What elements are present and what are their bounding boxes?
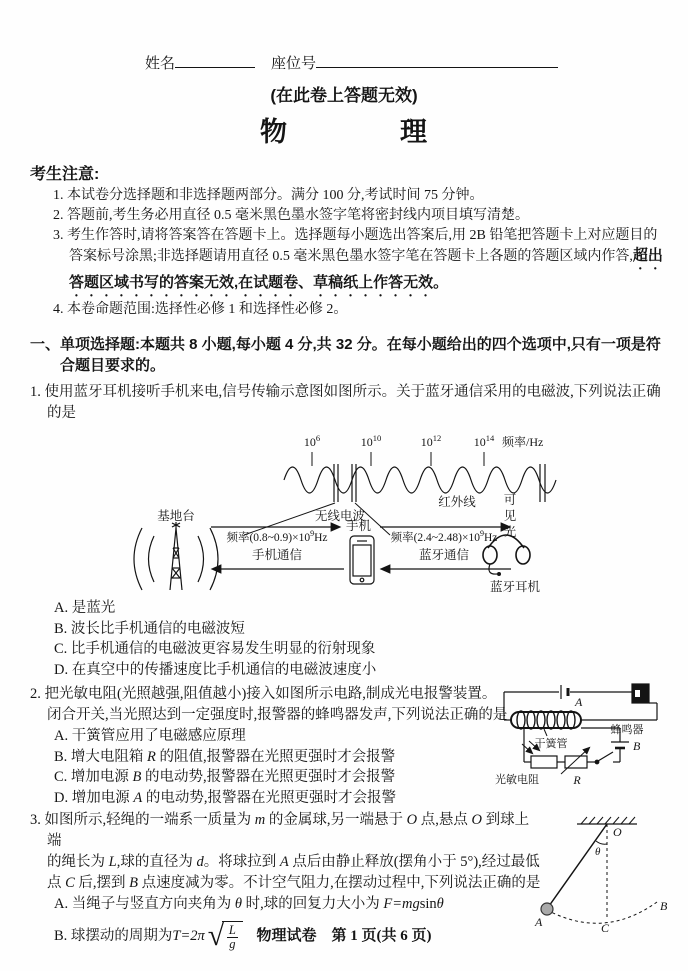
notice-item-3-emphasis: 超出答题区域书写的答案无效,在试题卷、草稿纸上作答无效。	[69, 247, 663, 291]
q1-option-a: A. 是蓝光	[54, 600, 116, 616]
page-footer: 物理试卷 第 1 页(共 6 页)	[256, 928, 432, 944]
photoresistor-label: 光敏电阻	[495, 774, 539, 786]
q3-pendulum-diagram	[529, 810, 672, 942]
freq-tick-2: $10^{10}$	[360, 433, 382, 449]
notice-item-3-text: 3. 考生作答时,请将答案答在答题卡上。选择题每小题选出答案后,用 2B 铅笔把答题卡上对应题目的答案标号涂黑;非选择题请用直径 0.5 毫米黑色墨水签字笔在答题卡上各题的答题区域内作答,	[53, 228, 658, 264]
question-2-stem-line1: 2. 把光敏电阻(光照越强,阻值越小)接入如图所示电路,制成光电报警装置。	[30, 686, 497, 702]
q2-circuit-diagram	[489, 682, 674, 797]
point-a-label: A	[535, 915, 543, 929]
notice-item-4: 4. 本卷命题范围:选择性必修 1 和选择性必修 2。	[53, 302, 348, 317]
invalid-notice: (在此卷上答题无效)	[270, 86, 418, 105]
photoresistor-icon	[531, 756, 557, 768]
name-seat-line	[145, 52, 688, 73]
sqrt-numerator: L	[228, 922, 236, 937]
base-station-icon	[134, 522, 218, 590]
page-title: 物 理	[260, 117, 428, 147]
infrared-label: 红外线	[438, 495, 476, 509]
seat-blank	[316, 53, 558, 68]
base-station-label: 基地台	[157, 509, 195, 523]
phone-freq-label: 频率$(0.8\sim 0.9)\times 10^9Hz$	[226, 529, 328, 544]
q2-option-b: B. 增大电阻箱 R 的阻值,报警器在光照更强时才会报警	[54, 748, 396, 765]
headset-label: 蓝牙耳机	[489, 580, 541, 594]
q2-option-a: A. 干簧管应用了电磁感应原理	[54, 728, 246, 744]
phone-icon	[350, 536, 374, 584]
freq-tick-4: $10^{14}$	[473, 433, 495, 449]
visible-band-markers	[540, 464, 545, 502]
radio-band-markers	[334, 464, 356, 502]
pendulum-ball	[541, 903, 553, 915]
buzzer-label: 蜂鸣器	[610, 724, 644, 736]
question-3-stem-line3: 点 C 后,摆到 B 点速度减为零。不计空气阻力,在摆动过程中,下列说法正确的是	[47, 875, 541, 891]
notice-item-2: 2. 答题前,考生务必用直径 0.5 毫米黑色墨水签字笔将密封线内项目填写清楚。	[53, 208, 529, 223]
angle-label: θ	[595, 846, 601, 858]
q1-spectrum-diagram	[116, 428, 561, 596]
buzzer-icon	[632, 684, 649, 703]
battery-a-label: A	[575, 695, 583, 709]
notice-item-1: 1. 本试卷分选择题和非选择题两部分。满分 100 分,考试时间 75 分钟。	[53, 188, 484, 203]
radio-wave-label: 无线电波	[314, 509, 366, 523]
question-3-stem-line2: 的绳长为 L,球的直径为 d。将球拉到 A 点后由静止释放(摆角小于 5°),经过最低	[47, 854, 540, 870]
q2-option-d: D. 增加电源 A 的电动势,报警器在光照更强时才会报警	[54, 789, 396, 806]
battery-b-label: B	[633, 739, 641, 753]
phone-comm-label: 手机通信	[251, 548, 303, 562]
switch-lever	[598, 752, 613, 761]
axis-ticks	[312, 452, 484, 466]
pivot-label: O	[613, 825, 622, 839]
notice-heading: 考生注意:	[30, 166, 100, 183]
q1-option-b: B. 波长比手机通信的电磁波短	[54, 620, 245, 637]
rheostat-icon	[565, 756, 587, 768]
ceiling-hatching	[581, 817, 635, 824]
bluetooth-comm-label: 蓝牙通信	[418, 548, 470, 562]
freq-tick-3: $10^{12}$	[420, 433, 442, 449]
rheostat-label: R	[573, 773, 581, 787]
reed-switch-label: 干簧管	[534, 738, 568, 750]
bluetooth-freq-label: 频率$(2.4\sim 2.48)\times 10^9Hz$	[390, 529, 498, 544]
notice-item-3	[53, 226, 670, 300]
phone-label: 手机	[346, 519, 372, 533]
question-2	[30, 684, 674, 808]
q2-option-c: C. 增加电源 B 的电动势,报警器在光照更强时才会报警	[54, 769, 396, 785]
freq-tick-1: $10^6$	[303, 433, 321, 449]
q3-option-a: A. 当绳子与竖直方向夹角为 θ 时,球的回复力大小为 F=mgsinθ	[54, 896, 444, 912]
em-wave-curve	[284, 467, 556, 493]
question-2-stem-line2: 闭合开关,当光照达到一定强度时,报警器的蜂鸣器发声,下列说法正确的是	[47, 707, 508, 723]
visible-light-label-1: 可	[503, 493, 517, 507]
q3-option-b-text: B. 球摆动的周期为	[54, 927, 173, 944]
point-c-label: C	[601, 921, 610, 935]
question-1-options	[54, 598, 674, 680]
seat-label: 座位号	[271, 56, 317, 72]
coil-reed-switch-icon	[511, 712, 581, 728]
name-blank	[175, 53, 255, 68]
visible-light-label-2: 见	[503, 509, 517, 523]
radical-sign: √	[207, 918, 225, 952]
sqrt-denominator: g	[229, 936, 236, 951]
freq-axis-label: 频率/Hz	[502, 435, 544, 449]
visible-light-label-3: 光	[503, 525, 517, 539]
name-label: 姓名	[145, 56, 176, 72]
point-b-label: B	[660, 899, 668, 913]
question-3-stem-line1: 3. 如图所示,轻绳的一端系一质量为 m 的金属球,另一端悬于 O 点,悬点 O 到球上端	[30, 812, 530, 849]
section-heading: 一、单项选择题:本题共 8 小题,每小题 4 分,共 32 分。在每小题给出的四个选项中,只有一项是符合题目要求的。	[30, 336, 661, 374]
q1-option-c: C. 比手机通信的电磁波更容易发生明显的衍射现象	[54, 641, 376, 657]
q1-option-d: D. 在真空中的传播速度比手机通信的电磁波速度小	[54, 661, 377, 678]
question-1-stem: 1. 使用蓝牙耳机接听手机来电,信号传输示意图如图所示。关于蓝牙通信采用的电磁波,下列说法正确的是	[30, 384, 661, 421]
question-1	[30, 382, 674, 680]
pendulum-string	[549, 824, 607, 906]
angle-arc	[596, 841, 607, 844]
notice-list	[53, 186, 670, 320]
q3-period-formula-lead: T=2π	[172, 927, 205, 944]
